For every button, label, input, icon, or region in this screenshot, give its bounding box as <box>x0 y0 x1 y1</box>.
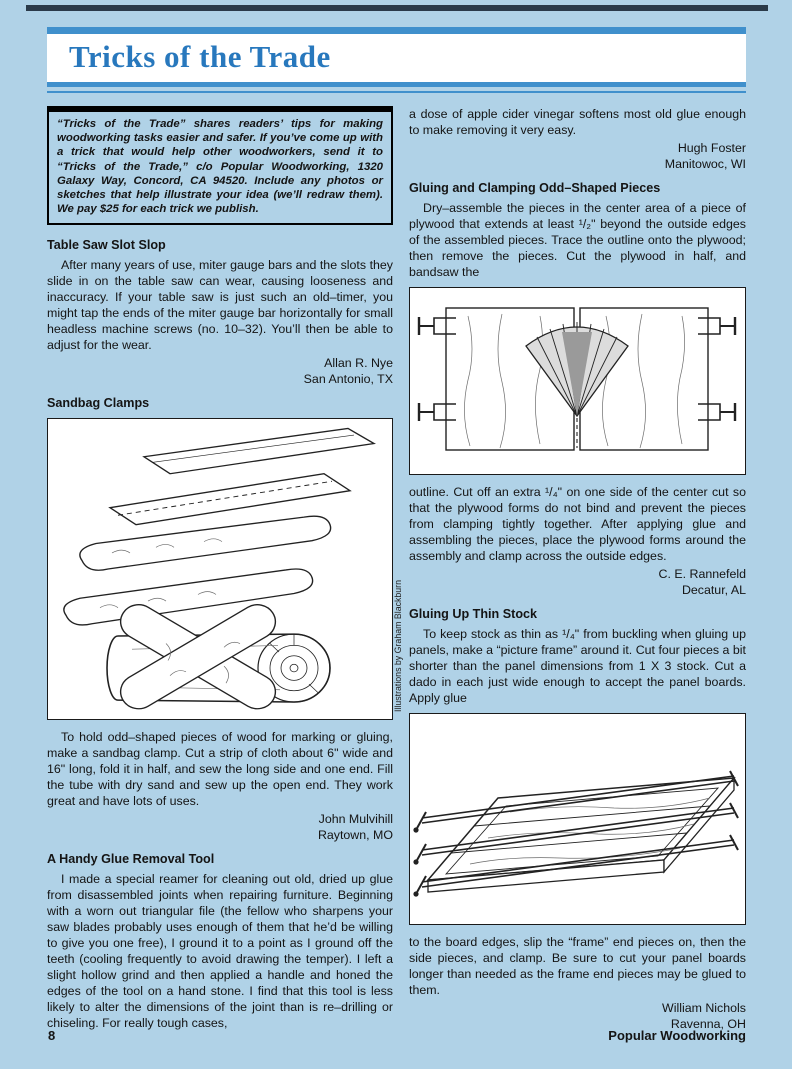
banner-band <box>47 34 746 82</box>
paragraph: To hold odd–shaped pieces of wood for marking or gluing, make a sandbag clamp. Cut a strip of cloth about 6" wide and 16" long, fold it in half, and sew the long side and one end. Fill the tube with dry sand and sew up the open end. They work great and have lots of uses. <box>47 730 393 809</box>
header-banner <box>47 27 746 93</box>
page-number: 8 <box>48 1028 56 1043</box>
page-title: Tricks of the Trade <box>69 39 331 74</box>
attribution-name: C. E. Rannefeld <box>658 567 746 581</box>
paragraph: Dry–assemble the pieces in the center area of a piece of plywood that extends at least ¹/₂" beyond the outside edges of the assembled pieces. Trace the outline onto the plywood; then remove the pieces. Cut the plywood in half, and bandsaw the <box>409 201 746 279</box>
sandbag-clamps-drawing <box>48 419 391 719</box>
sandbag-clamps-figure <box>47 418 393 720</box>
thin-stock-panel-figure <box>409 713 746 925</box>
attribution-place: Decatur, AL <box>681 583 746 597</box>
attribution-place: Ravenna, OH <box>670 1017 746 1031</box>
paragraph: to the board edges, slip the “frame” end pieces on, then the side pieces, and clamp. Be sure to cut your panel boards longer than needed as the frame end pieces may be glued to them. <box>409 935 746 997</box>
paragraph: a dose of apple cider vinegar softens most old glue enough to make removing it very easy. <box>409 107 746 137</box>
magazine-name: Popular Woodworking <box>608 1028 746 1043</box>
odd-shaped-clamping-drawing <box>410 288 744 474</box>
section-heading-gluing-thin-stock: Gluing Up Thin Stock <box>409 607 538 621</box>
section-heading-table-saw-slot-slop: Table Saw Slot Slop <box>47 238 166 253</box>
attribution <box>47 811 393 843</box>
paragraph: After many years of use, miter gauge bars and the slots they slide in on the table saw can wear, causing looseness and inaccuracy. If your table saw is just such an old–timer, you might tap the ends of the miter gauge bar horizontally for small headless machine screws (no. 10–32). You’ll then be able to adjust for the wear. <box>47 258 393 353</box>
left-column <box>47 106 393 1033</box>
banner-rule-bottom <box>47 91 746 93</box>
paragraph: I made a special reamer for cleaning out old, dried up glue from disassembled joints when repairing furniture. Beginning with a worn out triangular file (the fellow who sharpens your saw blades probably uses enough of them that he’d be willing to give you one free), I ground it to a point as I ground off the teeth (cooling frequently to avoid drawing the temper). I left a slight hollow grind and then applied a handle and honed the edges of the tool on a hand stone. I find that this tool is less likely to alter the dimensions of the joint than is re–drilling or chiseling. For really tough cases, <box>47 872 393 1031</box>
banner-rule-top <box>47 27 746 34</box>
attribution <box>409 140 746 172</box>
attribution <box>47 355 393 387</box>
section-heading-odd-shaped-pieces: Gluing and Clamping Odd–Shaped Pieces <box>409 181 661 195</box>
illustration-credit: Illustrations by Graham Blackburn <box>393 580 403 713</box>
page-top-edge <box>26 5 768 11</box>
paragraph: To keep stock as thin as ¹/₄" from buckling when gluing up panels, make a “picture frame” around it. Cut four pieces a bit shorter than the panel dimensions from 1 X 3 stock. Cut a dado in each just wide enough to accept the panel boards. Apply glue <box>409 627 746 705</box>
odd-shaped-clamping-figure <box>409 287 746 475</box>
attribution-name: John Mulvihill <box>318 812 393 827</box>
banner-rule-mid <box>47 82 746 87</box>
intro-text: “Tricks of the Trade” shares readers’ tips for making woodworking tasks easier and safer. If you’ve come up with a trick that would help other woodworkers, send it to “Tricks of the Trade,” c/o Popular Woodworking, 1320 Galaxy Way, Concord, CA 94520. Include any photos or sketches that help illustrate your idea (we’ll redraw them). We pay $25 for each trick we publish. <box>57 118 383 216</box>
attribution-place: Manitowoc, WI <box>664 157 746 171</box>
attribution-name: Allan R. Nye <box>324 356 393 371</box>
section-heading-sandbag-clamps: Sandbag Clamps <box>47 396 150 411</box>
attribution-name: Hugh Foster <box>677 141 746 155</box>
attribution-name: William Nichols <box>662 1001 746 1015</box>
section-heading-glue-removal-tool: A Handy Glue Removal Tool <box>47 852 215 867</box>
thin-stock-panel-drawing <box>410 714 744 924</box>
attribution <box>409 566 746 598</box>
attribution-place: San Antonio, TX <box>303 372 393 387</box>
paragraph: outline. Cut off an extra ¹/₄" on one side of the center cut so that the plywood forms do not bind and prevent the pieces from clamping tightly together. After applying glue and assembling the pieces, place the plywood forms around the assembly and clamp across the outside edges. <box>409 485 746 563</box>
intro-box <box>47 106 393 225</box>
attribution-place: Raytown, MO <box>317 828 393 843</box>
right-column <box>409 106 746 1034</box>
